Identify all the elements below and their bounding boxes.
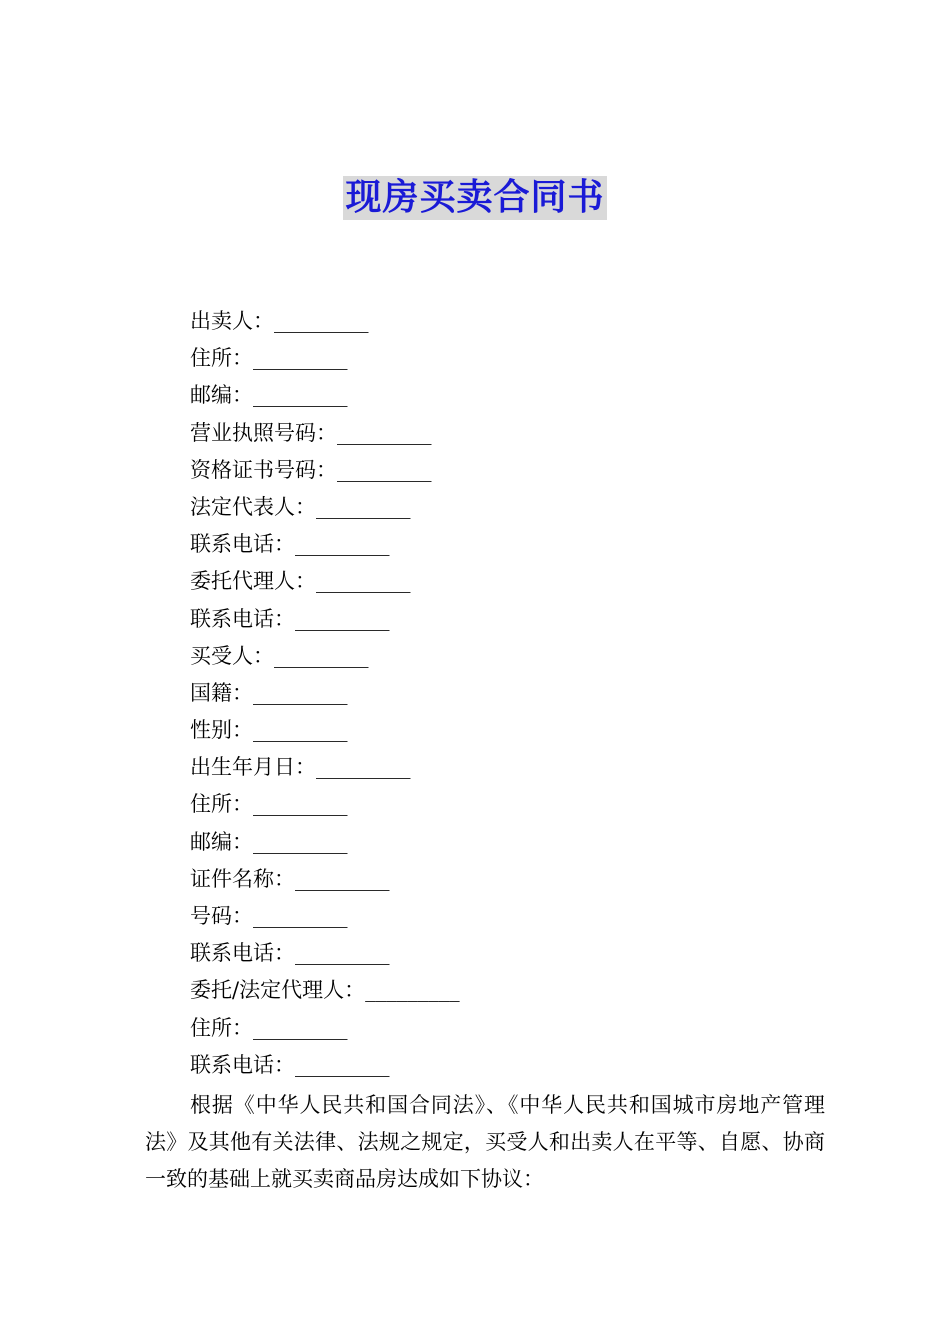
field-label: 法定代表人： bbox=[190, 494, 316, 519]
fill-in-blank[interactable]: _________ bbox=[337, 420, 432, 445]
fill-in-blank[interactable]: _________ bbox=[253, 718, 348, 743]
field-label: 资格证书号码： bbox=[190, 457, 337, 482]
form-field-row bbox=[190, 452, 830, 489]
field-label: 出生年月日： bbox=[190, 755, 316, 780]
form-field-row bbox=[190, 712, 830, 749]
fill-in-blank[interactable]: _________ bbox=[295, 866, 390, 891]
field-label: 营业执照号码： bbox=[190, 420, 337, 445]
form-field-row bbox=[190, 898, 830, 935]
form-field-row bbox=[190, 415, 830, 452]
fill-in-blank[interactable]: _________ bbox=[253, 346, 348, 371]
form-field-row bbox=[190, 786, 830, 823]
fill-in-blank[interactable]: _________ bbox=[316, 755, 411, 780]
form-field-row bbox=[190, 638, 830, 675]
fill-in-blank[interactable]: _________ bbox=[274, 309, 369, 333]
title-container bbox=[0, 176, 950, 220]
field-label: 联系电话： bbox=[190, 1052, 295, 1077]
form-field-row bbox=[190, 1047, 830, 1084]
field-label: 联系电话： bbox=[190, 941, 295, 966]
form-field-row bbox=[190, 340, 830, 377]
document-title: 现房买卖合同书 bbox=[345, 177, 605, 218]
field-label: 联系电话： bbox=[190, 606, 295, 631]
form-field-row bbox=[190, 972, 830, 1009]
fill-in-blank[interactable]: _________ bbox=[253, 829, 348, 854]
fill-in-blank[interactable]: _________ bbox=[295, 941, 390, 966]
fill-in-blank[interactable]: _________ bbox=[295, 532, 390, 557]
field-label: 出卖人： bbox=[190, 309, 274, 333]
party-info-fields bbox=[190, 303, 830, 1084]
field-label: 委托代理人： bbox=[190, 569, 316, 594]
form-field-row bbox=[190, 303, 830, 340]
field-label: 邮编： bbox=[190, 829, 253, 854]
fill-in-blank[interactable]: _________ bbox=[253, 904, 348, 928]
form-field-row bbox=[190, 526, 830, 563]
form-field-row bbox=[190, 601, 830, 638]
form-field-row bbox=[190, 377, 830, 414]
form-field-row bbox=[190, 675, 830, 712]
field-label: 买受人： bbox=[190, 643, 274, 668]
form-field-row bbox=[190, 861, 830, 898]
fill-in-blank[interactable]: _________ bbox=[365, 978, 460, 1003]
form-field-row bbox=[190, 1010, 830, 1047]
form-field-row bbox=[190, 749, 830, 786]
fill-in-blank[interactable]: _________ bbox=[295, 606, 390, 631]
field-label: 委托/法定代理人： bbox=[190, 978, 366, 1003]
fill-in-blank[interactable]: _________ bbox=[253, 680, 348, 705]
fill-in-blank[interactable]: _________ bbox=[295, 1052, 390, 1077]
field-label: 联系电话： bbox=[190, 532, 295, 557]
field-label: 住所： bbox=[190, 1015, 253, 1040]
field-label: 住所： bbox=[190, 346, 253, 371]
form-field-row bbox=[190, 824, 830, 861]
field-label: 国籍： bbox=[190, 680, 253, 705]
form-field-row bbox=[190, 563, 830, 600]
fill-in-blank[interactable]: _________ bbox=[253, 1015, 348, 1040]
form-field-row bbox=[190, 489, 830, 526]
fill-in-blank[interactable]: _________ bbox=[253, 792, 348, 817]
fill-in-blank[interactable]: _________ bbox=[316, 494, 411, 519]
fill-in-blank[interactable]: _________ bbox=[337, 457, 432, 482]
field-label: 性别： bbox=[190, 718, 253, 743]
field-label: 证件名称： bbox=[190, 866, 295, 891]
field-label: 号码： bbox=[190, 904, 253, 928]
field-label: 住所： bbox=[190, 792, 253, 817]
fill-in-blank[interactable]: _________ bbox=[253, 383, 348, 408]
fill-in-blank[interactable]: _________ bbox=[316, 569, 411, 594]
form-field-row bbox=[190, 935, 830, 972]
intro-paragraph: 根据《中华人民共和国合同法》、《中华人民共和国城市房地产管理法》及其他有关法律、法规之规定，买受人和出卖人在平等、自愿、协商一致的基础上就买卖商品房达成如下协议： bbox=[145, 1093, 825, 1191]
field-label: 邮编： bbox=[190, 383, 253, 408]
fill-in-blank[interactable]: _________ bbox=[274, 643, 369, 668]
